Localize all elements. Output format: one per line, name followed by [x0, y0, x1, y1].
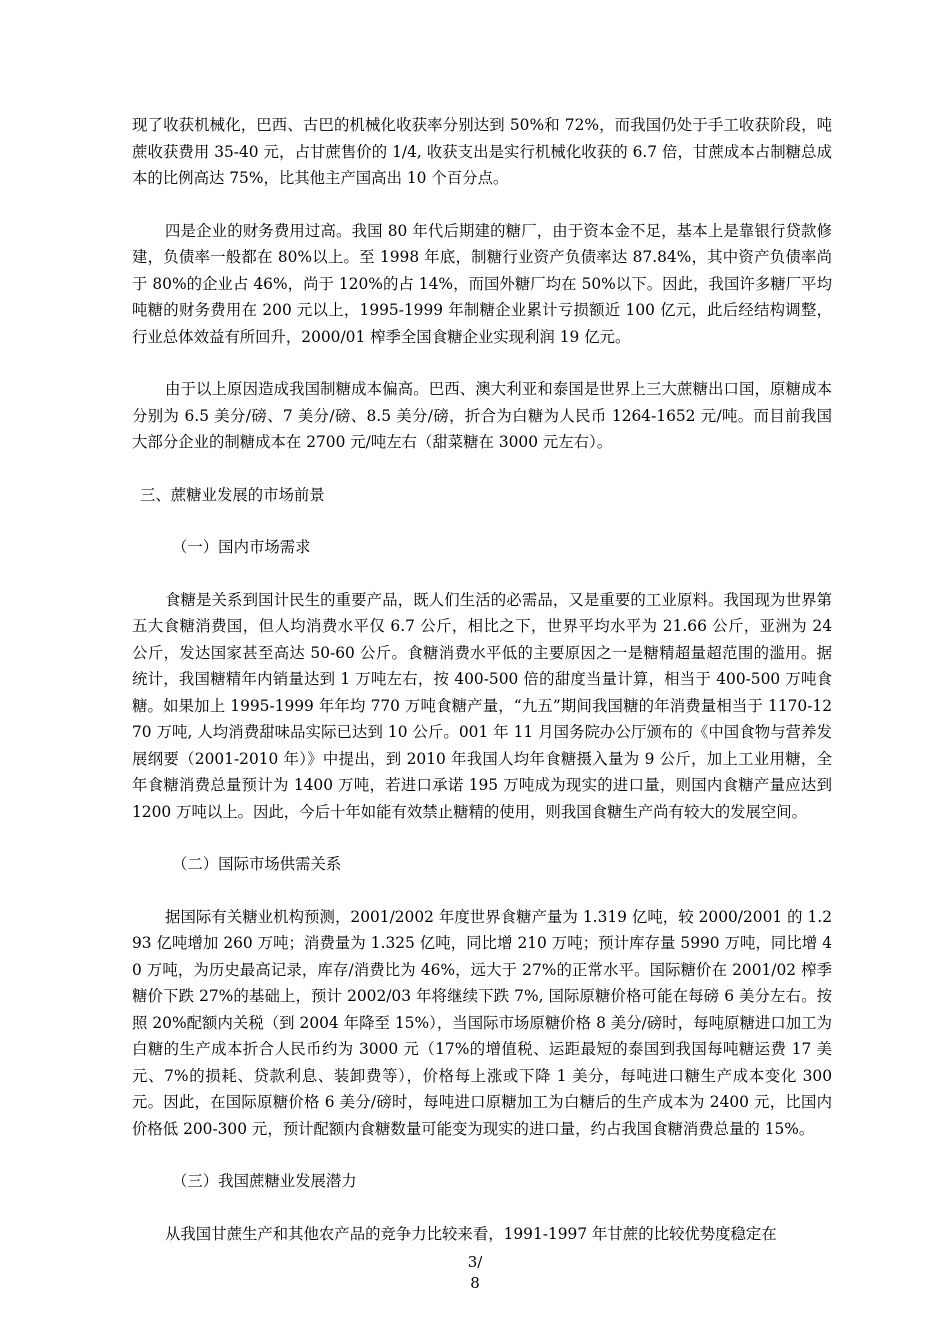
- paragraph-development-potential: 从我国甘蔗生产和其他农产品的竞争力比较来看，1991-1997 年甘蔗的比较优势度稳定在: [165, 1224, 777, 1243]
- subsection-heading-development-potential: （三）我国蔗糖业发展潜力: [172, 1172, 357, 1190]
- paragraph-harvest-cost: 现了收获机械化，巴西、古巴的机械化收获率分别达到 50%和 72%，而我国仍处于手工收获阶段，吨蔗收获费用 35-40 元，占甘蔗售价的 1/4, 收获支出是实行机械化收获的 6.7 倍，甘蔗成本占制糖总成本的比例高达 75%，比其他主产国高出 10 个百分点。: [132, 116, 832, 187]
- section-heading-market-prospect: 三、蔗糖业发展的市场前景: [140, 485, 325, 504]
- subsection-heading-domestic-demand: （一）国内市场需求: [172, 538, 311, 556]
- page-number-total: 8: [470, 1274, 480, 1292]
- page-number: [420, 1252, 530, 1294]
- subsection-heading-international-market: （二）国际市场供需关系: [172, 855, 342, 873]
- paragraph-domestic-demand: 食糖是关系到国计民生的重要产品，既人们生活的必需品，又是重要的工业原料。我国现为世界第五大食糖消费国，但人均消费水平仅 6.7 公斤，相比之下，世界平均水平为 21.66 公斤，亚洲为 24 公斤，发达国家甚至高达 50-60 公斤。食糖消费水平低的主要原因之一是糖精超量超范围的滥用。据统计，我国糖精年内销量达到 1 万吨左右，按 400-500 倍的甜度当量计算，相当于 400-500 万吨食糖。如果加上 1995-1999 年年均 770 万吨食糖产量，“九五”期间我国糖的年消费量相当于 1170-1270 万吨, 人均消费甜味品实际已达到 10 公斤。001 年 11 月国务院办公厅颁布的《中国食物与营养发展纲要（2001-2010 年）》中提出，到 2010 年我国人均年食糖摄入量为 9 公斤，加上工业用糖，全年食糖消费总量预计为 1400 万吨，若进口承诺 195 万吨成为现实的进口量，则国内食糖产量应达到 1200 万吨以上。因此，今后十年如能有效禁止糖精的使用，则我国食糖生产尚有较大的发展空间。: [132, 590, 832, 821]
- paragraph-international-market: 据国际有关糖业机构预测，2001/2002 年度世界食糖产量为 1.319 亿吨，较 2000/2001 的 1.293 亿吨增加 260 万吨；消费量为 1.325 亿吨，同比增 210 万吨；预计库存量 5990 万吨，同比增 40 万吨，为历史最高记录，库存/消费比为 46%，远大于 27%的正常水平。国际糖价在 2001/02 榨季糖价下跌 27%的基础上，预计 2002/03 年将继续下跌 7%, 国际原糖价格可能在每磅 6 美分左右。按照 20%配额内关税（到 2004 年降至 15%），当国际市场原糖价格 8 美分/磅时，每吨原糖进口加工为白糖的生产成本折合人民币约为 3000 元（17%的增值税、运距最短的泰国到我国每吨糖运费 17 美元、7%的损耗、贷款利息、装卸费等），价格每上涨或下降 1 美分，每吨进口糖生产成本变化 300 元。因此，在国际原糖价格 6 美分/磅时，每吨进口原糖加工为白糖后的生产成本为 2400 元，比国内价格低 200-300 元，预计配额内食糖数量可能变为现实的进口量，约占我国食糖消费总量的 15%。: [132, 907, 832, 1138]
- paragraph-financial-cost: 四是企业的财务费用过高。我国 80 年代后期建的糖厂，由于资本金不足，基本上是靠银行贷款修建，负债率一般都在 80%以上。至 1998 年底，制糖行业资产负债率达 87.84%，其中资产负债率尚于 80%的企业占 46%，尚于 120%的占 14%，而国外糖厂均在 50%以下。因此，我国许多糖厂平均吨糖的财务费用在 200 元以上，1995-1999 年制糖企业累计亏损额近 100 亿元，此后经结构调整，行业总体效益有所回升，2000/01 榨季全国食糖企业实现利润 19 亿元。: [132, 221, 832, 346]
- page-number-current: 3/: [467, 1253, 483, 1271]
- document-body: [132, 112, 832, 1273]
- paragraph-cost-comparison: 由于以上原因造成我国制糖成本偏高。巴西、澳大利亚和泰国是世界上三大蔗糖出口国，原糖成本分别为 6.5 美分/磅、7 美分/磅、8.5 美分/磅，折合为白糖为人民币 1264-1652 元/吨。而目前我国大部分企业的制糖成本在 2700 元/吨左右（甜菜糖在 3000 元左右）。: [132, 380, 832, 451]
